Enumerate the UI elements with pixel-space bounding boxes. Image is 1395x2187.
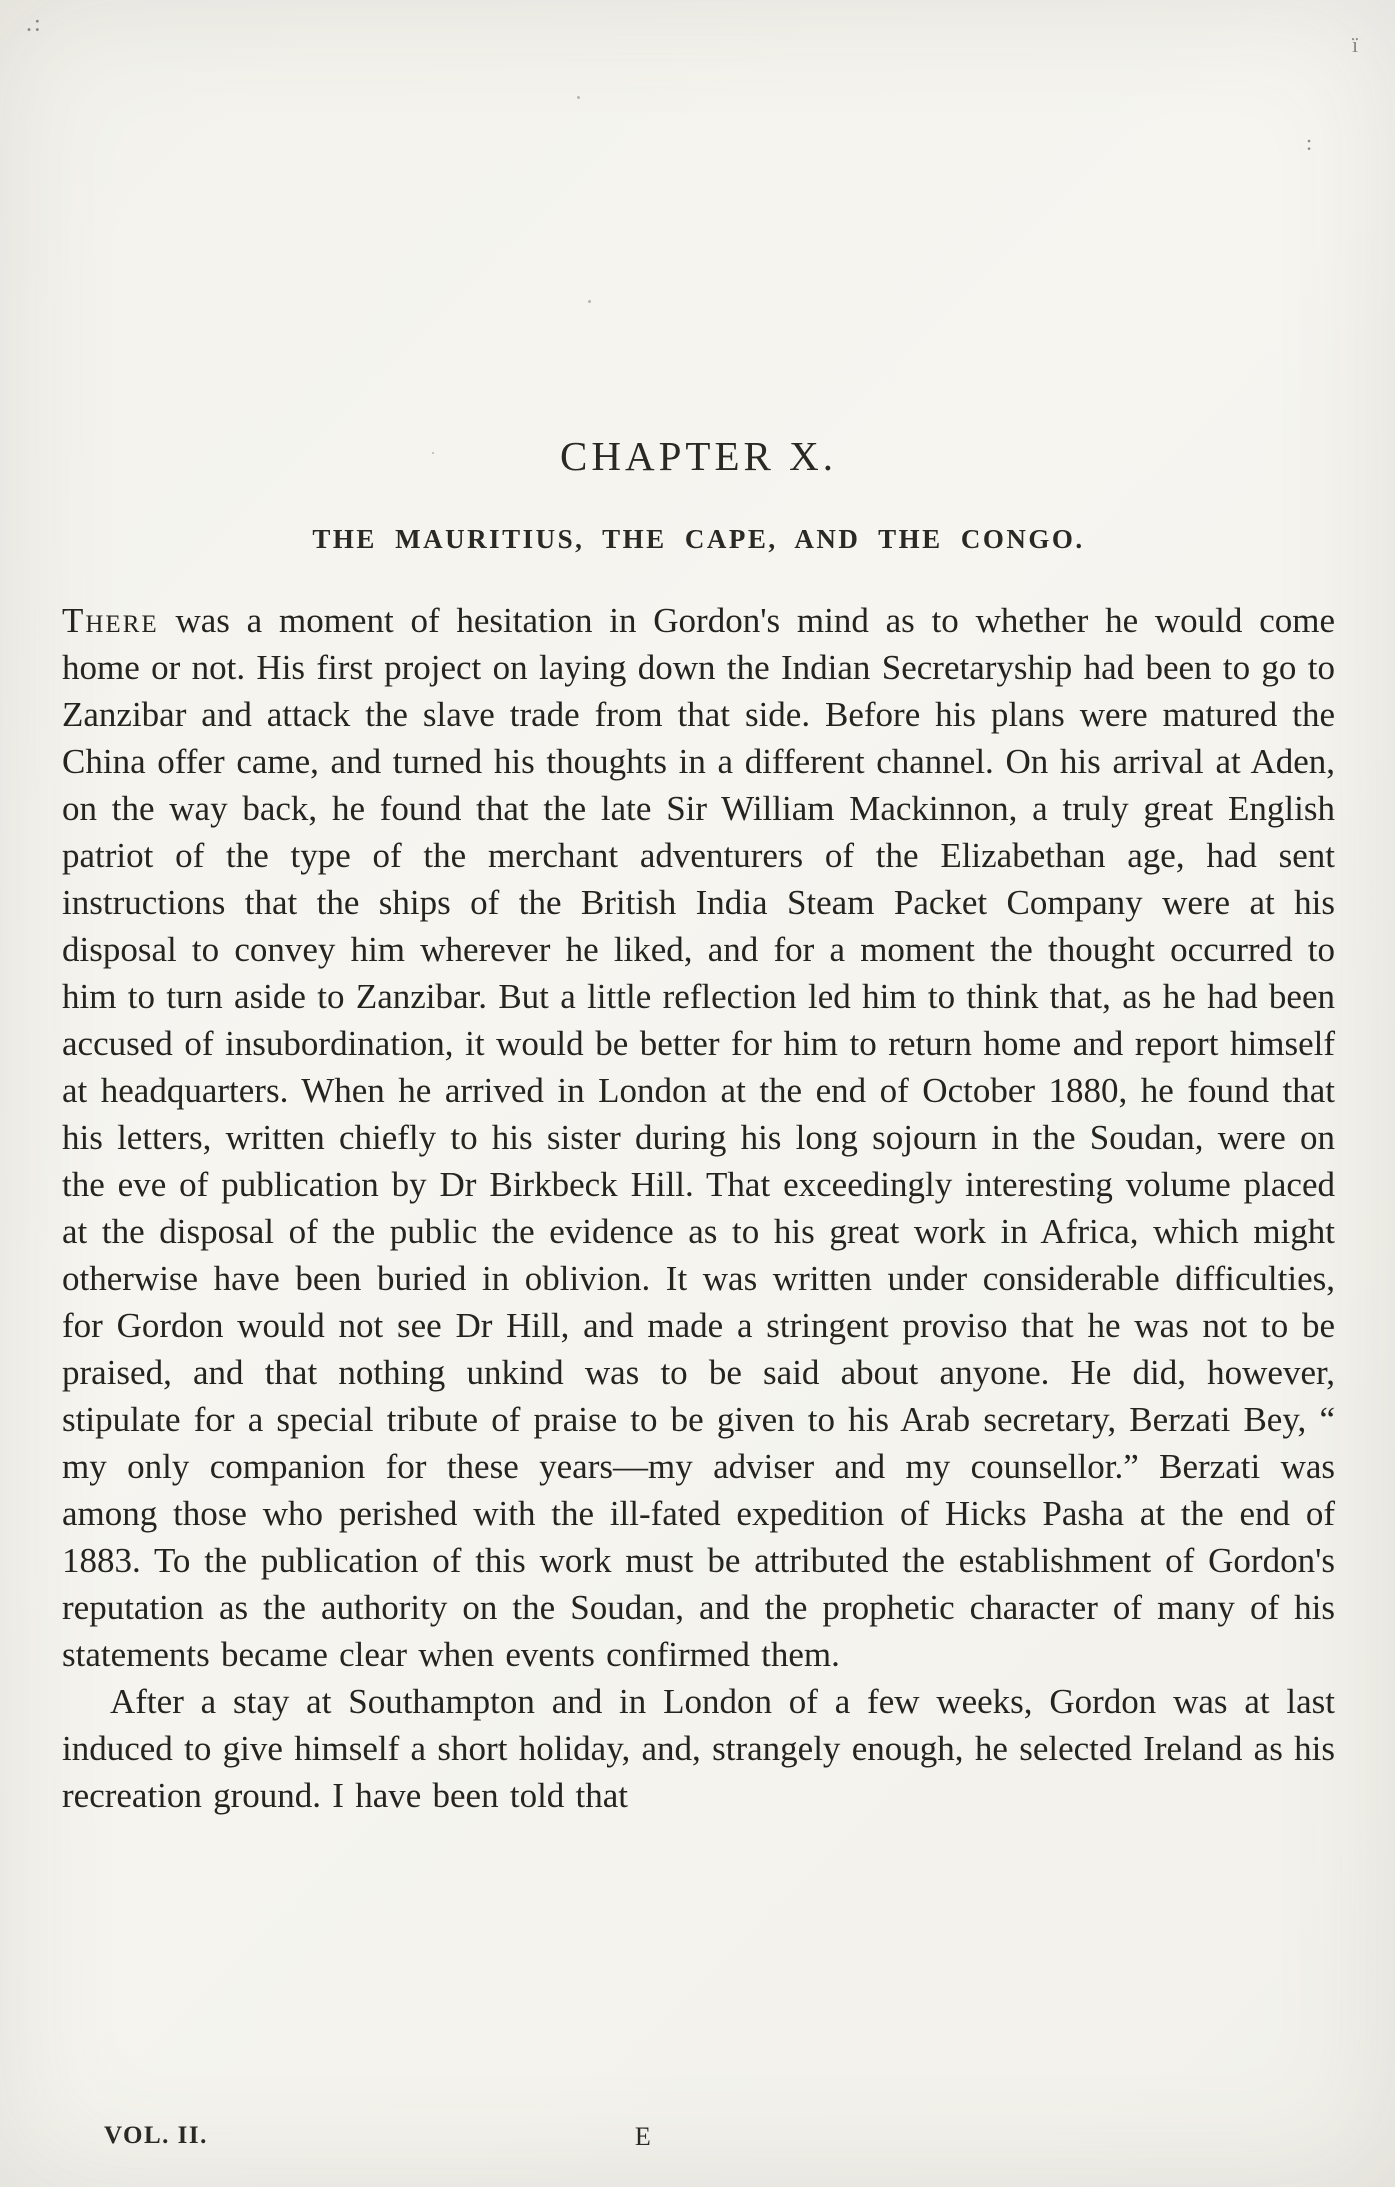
body-text	[62, 597, 1335, 1819]
scan-artifact-mark: .:	[26, 11, 43, 37]
paragraph-1	[62, 597, 1335, 1678]
chapter-heading: CHAPTER X.	[560, 433, 837, 479]
lead-word: There	[62, 601, 159, 640]
paragraph-2: After a stay at Southampton and in London of a few weeks, Gordon was at last induced to give himself a short holiday, and, strangely enough, he selected Ireland as his recreation ground. I have been told that	[62, 1682, 1335, 1815]
page-content	[62, 0, 1335, 1819]
printer-signature-mark: E	[634, 2122, 651, 2151]
page-footer	[62, 2122, 1335, 2162]
volume-label: VOL. II.	[104, 2122, 208, 2149]
scan-artifact-mark: ï	[1352, 32, 1359, 57]
chapter-subtitle: THE MAURITIUS, THE CAPE, AND THE CONGO.	[312, 524, 1085, 554]
paragraph-1-text: was a moment of hesitation in Gordon's mind as to whether he would come home or not. His first project on laying down the Indian Secretaryship had been to go to Zanzibar and attack the slave trade from that side. Before his plans were matured the China offer came, and turned his thoughts in a different channel. On his arrival at Aden, on the way back, he found that the late Sir William Mackinnon, a truly great English patriot of the type of the merchant adventurers of the Elizabethan age, had sent instructions that the ships of the British India Steam Packet Company were at his disposal to convey him wherever he liked, and for a moment the thought occurred to him to turn aside to Zanzibar. But a little reflection led him to think that, as he had been accused of insubordination, it would be better for him to return home and report himself at headquarters. When he arrived in London at the end of October 1880, he found that his letters, written chiefly to his sister during his long sojourn in the Soudan, were on the eve of publication by Dr Birkbeck Hill. That exceedingly interesting volume placed at the disposal of the public the evidence as to his great work in Africa, which might otherwise have been buried in oblivion. It was written under considerable difficulties, for Gordon would not see Dr Hill, and made a stringent proviso that he was not to be praised, and that nothing unkind was to be said about anyone. He did, however, stipulate for a special tribute of praise to be given to his Arab secretary, Berzati Bey, “ my only companion for these years—my adviser and my counsellor.” Berzati was among those who perished with the ill-fated expedition of Hicks Pasha at the end of 1883. To the publication of this work must be attributed the establishment of Gordon's reputation as the authority on the Soudan, and the prophetic character of many of his statements became clear when events confirmed them.	[62, 601, 1335, 1674]
scan-artifact-mark: :	[1306, 130, 1313, 155]
